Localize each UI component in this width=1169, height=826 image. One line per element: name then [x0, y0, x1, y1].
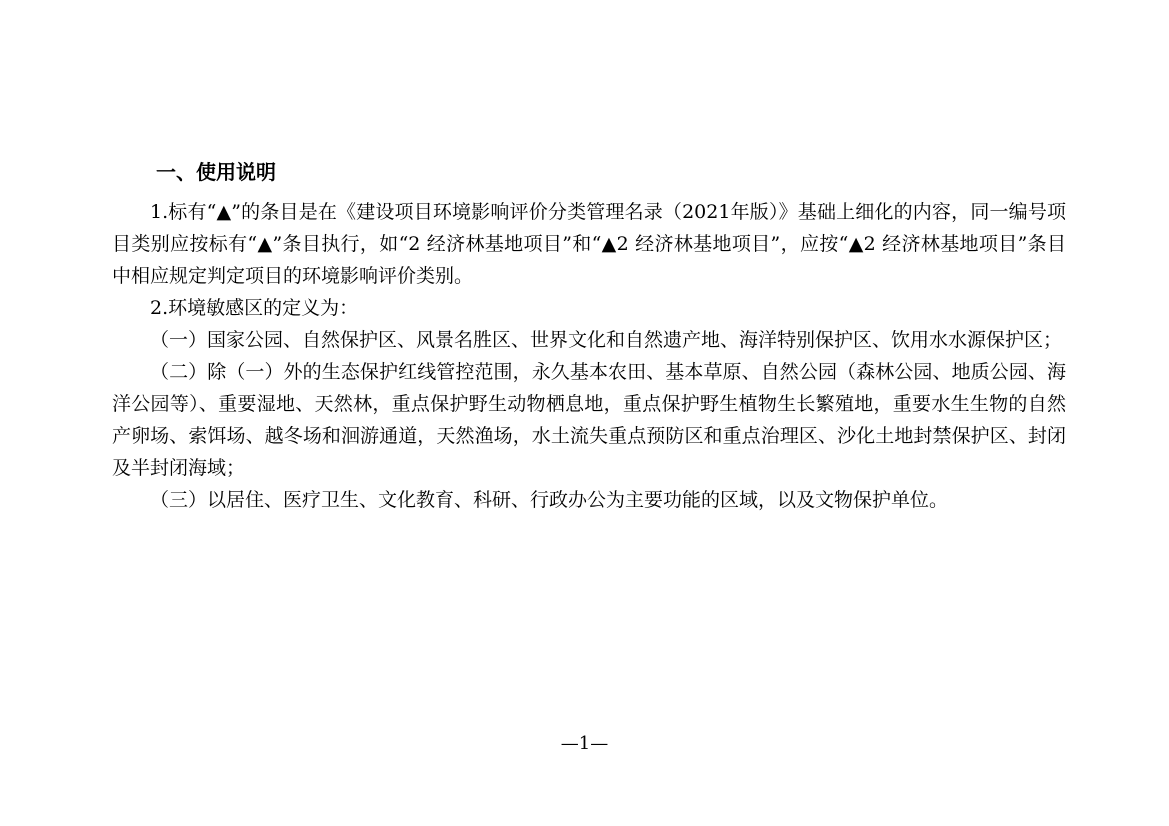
- instructions-body: [112, 196, 1066, 516]
- paragraph-sensitive-area-item-1: （一）国家公园、自然保护区、风景名胜区、世界文化和自然遗产地、海洋特别保护区、饮用水水源保护区；: [150, 329, 1063, 351]
- paragraph-sensitive-area-item-3: （三）以居住、医疗卫生、文化教育、科研、行政办公为主要功能的区域，以及文物保护单位。: [150, 489, 949, 511]
- paragraph-marked-items-note: 1.标有“▲”的条目是在《建设项目环境影响评价分类管理名录（2021年版）》基础上细化的内容，同一编号项目类别应按标有“▲”条目执行，如“2 经济林基地项目”和“▲2 经济林基地项目”，应按“▲2 经济林基地项目”条目中相应规定判定项目的环境影响评价类别。: [112, 201, 1066, 287]
- paragraph-sensitive-area-item-2: （二）除（一）外的生态保护红线管控范围，永久基本农田、基本草原、自然公园（森林公园、地质公园、海洋公园等）、重要湿地、天然林，重点保护野生动物栖息地，重点保护野生植物生长繁殖地，重要水生生物的自然产卵场、索饵场、越冬场和洄游通道，天然渔场，水土流失重点预防区和重点治理区、沙化土地封禁保护区、封闭及半封闭海域；: [112, 361, 1066, 479]
- section-heading: 一、使用说明: [156, 160, 276, 184]
- paragraph-sensitive-area-definition: 2.环境敏感区的定义为：: [150, 297, 359, 319]
- page-number: —1—: [560, 733, 609, 754]
